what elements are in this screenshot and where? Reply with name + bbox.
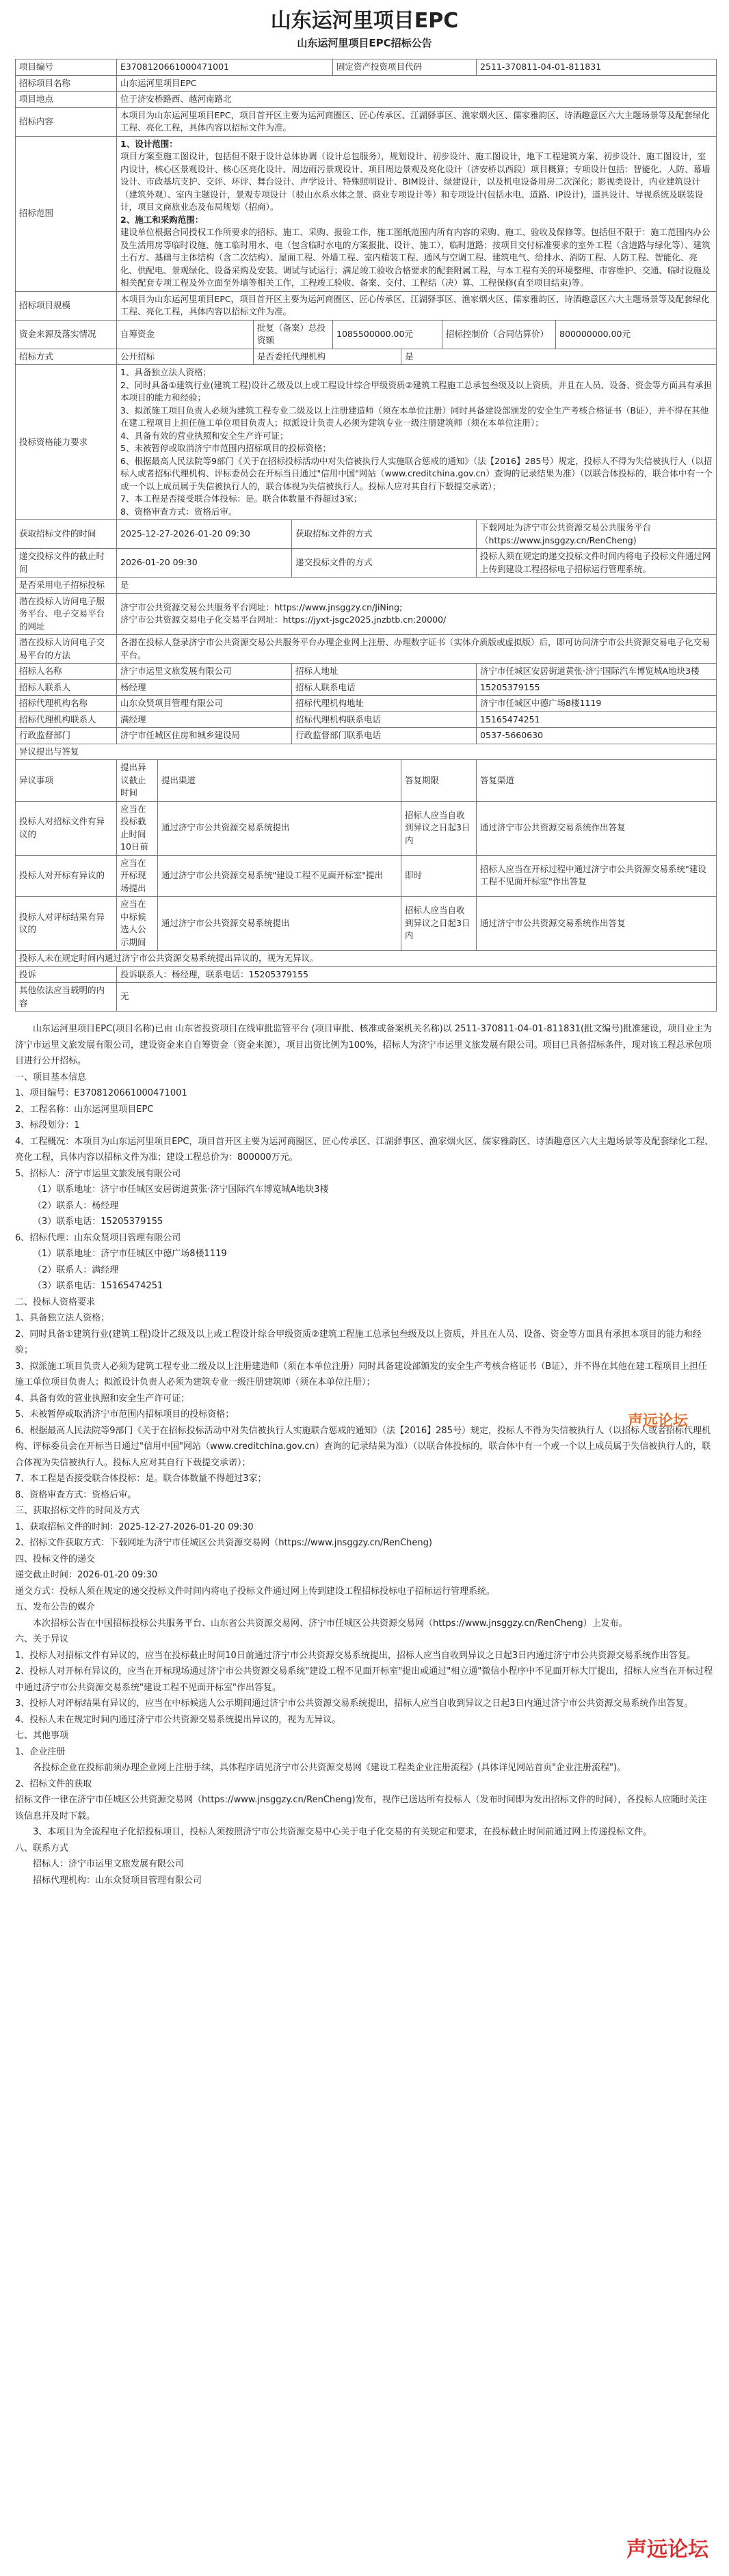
body-paragraph: 三、获取招标文件的时间及方式 bbox=[15, 1506, 140, 1516]
body-paragraph: （1）联系地址：济宁市任城区中德广场8楼1119 bbox=[33, 1249, 227, 1259]
doc-method-value: 下载网址为济宁市公共资源交易公共服务平台（https://www.jnsggzy.cn/RenCheng) bbox=[477, 520, 717, 549]
investment-value: 1085500000.00元 bbox=[333, 320, 442, 349]
agency-contact-value: 满经理 bbox=[117, 711, 292, 728]
qualification-label: 投标资格能力要求 bbox=[16, 365, 117, 520]
qualification-item: 8、资格审查方式：资格后审。 bbox=[120, 506, 237, 517]
body-paragraph: 七、其他事项 bbox=[15, 1731, 69, 1741]
scope-paragraph: 项目方案至施工图设计，包括但不限于设计总体协调（设计总包服务），规划设计、初步设计、施工图设计，地下工程建筑方案、初步设计、施工图设计，室内设计，核心区景观设计、核心区亮化设计、周边雨污景观设计、项目周边景观及亮化设计（济安桥以西段）项目概算；专项设计包括：智能化、人防、幕墙设计、市政基坑支护、交评、环评、舞台设计、声学设计、特殊照明设计、BIM设计、绿建设计，以及机电设备用房二次深化；影视类设计，内业建筑设计（建筑外观）、室内主题设计，景观专项设计（驳山水系水体之景、商业专项设计等）和专项设计(包括水电、道路、IP设计)，道具设计、导视系统及联装设计，项目文商旅业态及布局规划（招商）。 bbox=[120, 151, 711, 212]
body-paragraph: 递交方式：投标人须在规定的递交投标文件时间内将电子投标文件通过网上传到建设工程招标投标电子招标运行管理系统。 bbox=[15, 1586, 496, 1597]
objection-cell: 通过济宁市公共资源交易系统作出答复 bbox=[477, 897, 717, 951]
agency-tel-label: 招标代理机构联系电话 bbox=[292, 711, 477, 728]
scope-paragraph: 建设单位根据合同授权工作所要求的招标、施工、采购、报验工作，施工图纸范围内所有内容的采购、施工、验收及保修等。包括但不限于：施工范围内办公及生活用房等临时设施、施工临时用水、电（包含临时水电的方案报批、设计、施工），临时道路；按项目交付标准要求的室外工程（含道路与绿化等）、建筑土石方、基础与主体结构（含二次结构）、屋面工程、外墙工程、室内精装工程、通风与空调工程、建筑电气、给排水、消防工程、人防工程、智能化、亮化、供配电、景观绿化、设备采购及安装、调试与试运行；满足竣工验收合格要求的配套附属工程，与本工程有关的环境整理、市容维护、交通、临时设施及相关配套专项工程及外立面至外墙等相关工作，工程竣工验收、备案、交付、工程结（决）算、工程保修(直至项目结束)等。 bbox=[120, 227, 711, 288]
supervisor-tel-label: 行政监督部门联系电话 bbox=[292, 728, 477, 744]
bid-deadline-value: 2026-01-20 09:30 bbox=[117, 549, 292, 578]
complaint-label: 投诉 bbox=[16, 966, 117, 983]
body-paragraph: 4、工程概况：本项目为山东运河里项目EPC，项目首开区主要为运河商圈区、匠心传承区、江湖驿事区、渔家烟火区、儒家雅韵区、诗酒趣意区六大主题场景等及配套绿化工程、亮化工程，具体内容以招标文件为准；建设工程总价为：800000万元。 bbox=[15, 1136, 714, 1163]
objection-cell: 通过济宁市公共资源交易系统"建设工程不见面开标室"提出 bbox=[158, 855, 401, 897]
body-paragraph: 各投标企业在投标前须办理企业网上注册手续，具体程序请见济宁市公共资源交易网《建设工程类企业注册流程》(具体详见网站首页"企业注册流程")。 bbox=[33, 1763, 626, 1773]
objection-cell: 招标人应当自收到异议之日起3日内 bbox=[401, 801, 477, 855]
complaint-value: 投诉联系人：杨经理，联系电话：15205379155 bbox=[117, 966, 717, 983]
bid-method-value: 投标人须在规定的递交投标文件时间内将电子投标文件通过网上传到建设工程招标电子招标运行管理系统。 bbox=[477, 549, 717, 578]
project-name-label: 招标项目名称 bbox=[16, 75, 117, 92]
objection-row bbox=[16, 897, 717, 951]
content-label: 招标内容 bbox=[16, 107, 117, 136]
body-paragraph: 2、同时具备①建筑行业(建筑工程)设计乙级及以上或工程设计综合甲级资质②建筑工程施工总承包叁级及以上资质，并且在人员、设备、资金等方面具有承担本项目的能力和经验； bbox=[15, 1329, 702, 1355]
objection-cell: 投标人对开标有异议的 bbox=[16, 855, 117, 897]
objection-head-cell: 异议事项 bbox=[16, 760, 117, 802]
fixed-asset-code-value: 2511-370811-04-01-811831 bbox=[477, 59, 717, 76]
body-paragraph: 2、招标文件获取方式：下载网址为济宁市任城区公共资源交易网（https://www.jnsggzy.cn/RenCheng) bbox=[15, 1538, 432, 1548]
objection-section-title: 异议提出与答复 bbox=[16, 744, 717, 760]
body-paragraph: 本次招标公告在中国招标投标公共服务平台、山东省公共资源交易网、济宁市任城区公共资源交易网（https://www.jnsggzy.cn/RenCheng）上发布。 bbox=[33, 1618, 628, 1629]
agency-value: 山东众贤项目管理有限公司 bbox=[117, 696, 292, 712]
agency-tel-value: 15165474251 bbox=[477, 711, 717, 728]
tenderer-address-value: 济宁市任城区安居街道黄张·济宁国际汽车博览城A地块3楼 bbox=[477, 664, 717, 680]
project-name-value: 山东运河里项目EPC bbox=[117, 75, 717, 92]
project-no-label: 项目编号 bbox=[16, 59, 117, 76]
tender-info-table bbox=[15, 59, 717, 1012]
objection-row bbox=[16, 801, 717, 855]
objection-cell: 通过济宁市公共资源交易系统作出答复 bbox=[477, 801, 717, 855]
qualification-item: 1、具备独立法人资格； bbox=[120, 367, 211, 377]
page-subtitle: 山东运河里项目EPC招标公告 bbox=[297, 37, 432, 49]
body-paragraph: 3、标段划分：1 bbox=[15, 1120, 80, 1130]
contact-tel-label: 招标人联系电话 bbox=[292, 679, 477, 696]
scale-label: 招标项目规模 bbox=[16, 291, 117, 320]
agency-contact-label: 招标代理机构联系人 bbox=[16, 711, 117, 728]
body-paragraph: 6、根据最高人民法院等9部门《关于在招标投标活动中对失信被执行人实施联合惩戒的通知》（法【2016】285号）规定，投标人不得为失信被执行人（以招标人或者招标代理机构、评标委员会在开标当日通过"信用中国"网站（www.creditchina.gov.cn）查询的记录结果为准）（以联合体投标的，联合体中有一个或一个以上成员属于失信被执行人的，联合体视为失信被执行人。投标人应对其自行下载提交承诺）； bbox=[15, 1425, 711, 1468]
body-paragraph: 7、本工程是否接受联合体投标：是。联合体数量不得超过3家； bbox=[15, 1474, 267, 1484]
objection-cell: 通过济宁市公共资源交易系统提出 bbox=[158, 897, 401, 951]
doc-time-label: 获取招标文件的时间 bbox=[16, 520, 117, 549]
contact-label: 招标人联系人 bbox=[16, 679, 117, 696]
qualification-item: 2、同时具备①建筑行业(建筑工程)设计乙级及以上或工程设计综合甲级资质②建筑工程施工总承包叁级及以上资质，并且在人员、设备、资金等方面具有承担本项目的能力和经验； bbox=[120, 379, 713, 403]
body-paragraph: 2、工程名称：山东运河里项目EPC bbox=[15, 1104, 154, 1115]
way-value: 各潜在投标人登录济宁市公共资源交易公共服务平台办理企业网上注册、办理数字证书（实体介质版或虚拟版）后，即可访问济宁市公共资源交易电子化交易平台。 bbox=[117, 635, 717, 664]
body-paragraph: 八、联系方式 bbox=[15, 1843, 69, 1854]
location-value: 位于济安桥路西、越河南路北 bbox=[117, 92, 717, 108]
fixed-asset-code-label: 固定资产投资项目代码 bbox=[333, 59, 477, 76]
objection-cell: 应当在中标候选人公示期间 bbox=[117, 897, 158, 951]
agency-address-value: 济宁市任城区中德广场8楼1119 bbox=[477, 696, 717, 712]
objection-cell: 应当在开标现场提出 bbox=[117, 855, 158, 897]
control-price-value: 800000000.00元 bbox=[556, 320, 717, 349]
objection-cell: 即时 bbox=[401, 855, 477, 897]
qualification-item: 7、本工程是否接受联合体投标：是。联合体数量不得超过3家； bbox=[120, 493, 362, 504]
objection-row bbox=[16, 855, 717, 897]
objection-cell: 通过济宁市公共资源交易系统提出 bbox=[158, 801, 401, 855]
scope-paragraph: 1、设计范围： bbox=[120, 138, 178, 149]
agency-question-value: 是 bbox=[401, 349, 717, 365]
tenderer-address-label: 招标人地址 bbox=[292, 664, 477, 680]
site-value[interactable]: 济宁市公共资源交易公共服务平台网址：https://www.jnsggzy.cn/JiNing; 济宁市公共资源交易电子化交易平台网址：https://jyxt-jsgc2025.jnzbtb.cn:20000/ bbox=[117, 593, 717, 635]
body-paragraph: （3）联系电话：15165474251 bbox=[33, 1281, 163, 1291]
announcement-body bbox=[15, 1021, 714, 1888]
way-label: 潜在投标人访问电子交易平台的方法 bbox=[16, 635, 117, 664]
body-paragraph: 六、关于异议 bbox=[15, 1634, 69, 1644]
body-paragraph: 1、项目编号：E3708120661000471001 bbox=[15, 1088, 187, 1098]
objection-cell: 投标人对招标文件有异议的 bbox=[16, 801, 117, 855]
body-paragraph: 1、企业注册 bbox=[15, 1746, 66, 1757]
body-paragraph: 四、投标文件的递交 bbox=[15, 1554, 96, 1564]
watermark-mid: 声远论坛 bbox=[627, 1413, 688, 1430]
qualification-item: 3、拟派施工项目负责人必须为建筑工程专业二级及以上注册建造师（须在本单位注册）同时具备建设部颁发的安全生产考核合格证书（B证），并不得在其他在建工程项目上担任施工单位项目负责人；拟派设计负责人必须为建筑专业一级注册建筑师（须在本单位注册）； bbox=[120, 405, 709, 428]
objection-cell: 投标人对评标结果有异议的 bbox=[16, 897, 117, 951]
body-paragraph: 4、投标人未在规定时间内通过济宁市公共资源交易系统提出异议的，视为无异议。 bbox=[15, 1714, 341, 1725]
site-label: 潜在投标人访问电子服务平台、电子交易平台的网址 bbox=[16, 593, 117, 635]
body-paragraph: 8、资格审查方式：资格后审。 bbox=[15, 1489, 137, 1500]
qualification-item: 4、具备有效的营业执照和安全生产许可证； bbox=[120, 430, 289, 441]
agency-address-label: 招标代理机构地址 bbox=[292, 696, 477, 712]
body-paragraph: 递交截止时间：2026-01-20 09:30 bbox=[15, 1570, 158, 1580]
electronic-label: 是否采用电子招标投标 bbox=[16, 578, 117, 594]
body-paragraph: 3、投标人对评标结果有异议的，应当在中标候选人公示期间通过济宁市公共资源交易系统提出，招标人应当自收到异议之日起3日内通过济宁市公共资源交易系统作出答复。 bbox=[15, 1698, 693, 1709]
doc-time-value: 2025-12-27-2026-01-20 09:30 bbox=[117, 520, 292, 549]
agency-label: 招标代理机构名称 bbox=[16, 696, 117, 712]
supervisor-label: 行政监督部门 bbox=[16, 728, 117, 744]
scope-label: 招标范围 bbox=[16, 136, 117, 291]
agency-question-label: 是否委托代理机构 bbox=[254, 349, 401, 365]
other-label: 其他依法应当载明的内容 bbox=[16, 983, 117, 1012]
body-paragraph: 一、项目基本信息 bbox=[15, 1072, 87, 1083]
project-no-value: E3708120661000471001 bbox=[117, 59, 333, 76]
doc-method-label: 获取招标文件的方式 bbox=[292, 520, 477, 549]
objection-head-cell: 提出异议截止时间 bbox=[117, 760, 158, 802]
body-paragraph: 招标人：济宁市运里文旅发展有限公司 bbox=[33, 1859, 185, 1869]
objection-head-cell: 答复期限 bbox=[401, 760, 477, 802]
body-paragraph: （2）联系人：满经理 bbox=[33, 1264, 119, 1275]
body-paragraph: 5、未被暂停或取消济宁市范围内招标项目的投标资格； bbox=[15, 1409, 235, 1420]
method-value: 公开招标 bbox=[117, 349, 254, 365]
body-paragraph: 2、投标人对开标有异议的，应当在开标现场通过济宁市公共资源交易系统"建设工程不见面开标室"提出或通过"相立通"微信小程序中不见面开标大厅提出，招标人应当在开标过程中通过济宁市公共资源交易系统"建设工程不见面开标室"作出答复。 bbox=[15, 1666, 713, 1693]
tenderer-value: 济宁市运里文旅发展有限公司 bbox=[117, 664, 292, 680]
supervisor-value: 济宁市任城区住房和城乡建设局 bbox=[117, 728, 292, 744]
body-paragraph: 五、发布公告的媒介 bbox=[15, 1602, 96, 1612]
body-paragraph: 招标文件一律在济宁市任城区公共资源交易网（https://www.jnsggzy.cn/RenCheng)发布，视作已送达所有投标人（发布时间即为发出招标文件的时间），各投标人应随时关注该信息并及时下载。 bbox=[15, 1795, 707, 1821]
electronic-value: 是 bbox=[117, 578, 717, 594]
body-paragraph: （3）联系电话：15205379155 bbox=[33, 1217, 163, 1227]
fund-source-value: 自筹资金 bbox=[117, 320, 254, 349]
bid-method-label: 递交投标文件的方式 bbox=[292, 549, 477, 578]
body-paragraph: 3、拟派施工项目负责人必须为建筑工程专业二级及以上注册建造师（须在本单位注册）同时具备建设部颁发的安全生产考核合格证书（B证），并不得在其他在建工程项目上担任施工单位项目负责人；拟派设计负责人必须为建筑专业一级注册建筑师（须在本单位注册）； bbox=[15, 1361, 707, 1387]
body-paragraph: 5、招标人：济宁市运里文旅发展有限公司 bbox=[15, 1168, 181, 1179]
bid-deadline-label: 递交投标文件的截止时间 bbox=[16, 549, 117, 578]
watermark-logo: 声远论坛 bbox=[626, 2538, 708, 2562]
qualification-item: 5、未被暂停或取消济宁市范围内招标项目的投标资格； bbox=[120, 443, 331, 453]
body-paragraph: 2、招标文件的获取 bbox=[15, 1778, 92, 1789]
body-paragraph: 招标代理机构：山东众贤项目管理有限公司 bbox=[33, 1875, 202, 1886]
contact-tel-value: 15205379155 bbox=[477, 679, 717, 696]
body-paragraph: （1）联系地址：济宁市任城区安居街道黄张·济宁国际汽车博览城A地块3楼 bbox=[33, 1184, 329, 1195]
objection-head-cell: 答复渠道 bbox=[477, 760, 717, 802]
method-label: 招标方式 bbox=[16, 349, 117, 365]
investment-label: 批复（备案）总投资额 bbox=[254, 320, 333, 349]
contact-value: 杨经理 bbox=[117, 679, 292, 696]
fund-label: 资金来源及落实情况 bbox=[16, 320, 117, 349]
objection-cell: 招标人应当自收到异议之日起3日内 bbox=[401, 897, 477, 951]
other-value: 无 bbox=[117, 983, 717, 1012]
body-paragraph: 1、投标人对招标文件有异议的，应当在投标截止时间10日前通过济宁市公共资源交易系统提出，招标人应当自收到异议之日起3日内通过济宁市公共资源交易系统作出答复。 bbox=[15, 1650, 696, 1661]
supervisor-tel-value: 0537-5660630 bbox=[477, 728, 717, 744]
scope-paragraph: 2、施工和采购范围： bbox=[120, 214, 204, 225]
tenderer-label: 招标人名称 bbox=[16, 664, 117, 680]
objection-note: 投标人未在规定时间内通过济宁市公共资源交易系统提出异议的，视为无异议。 bbox=[16, 951, 717, 967]
body-paragraph: （2）联系人：杨经理 bbox=[33, 1200, 119, 1211]
body-paragraph: 1、获取招标文件的时间：2025-12-27-2026-01-20 09:30 bbox=[15, 1521, 254, 1532]
scale-value: 本项目为山东运河里项目EPC，项目首开区主要为运河商圈区、匠心传承区、江湖驿事区、渔家烟火区、儒家雅韵区、诗酒趣意区六大主题场景等及配套绿化工程、亮化工程，具体内容以招标文件为准。 bbox=[117, 291, 717, 320]
qualification-value bbox=[117, 365, 717, 520]
qualification-item: 6、根据最高人民法院等9部门《关于在招标投标活动中对失信被执行人实施联合惩戒的通知》（法【2016】285号）规定，投标人不得为失信被执行人（以招标人或者招标代理机构、评标委员会在开标当日通过"信用中国"网站（www.creditchina.gov.cn）查询的记录结果为准）（以联合体投标的，联合体中有一个或一个以上成员属于失信被执行人的，联合体视为失信被执行人。投标人应对其自行下载提交承诺）； bbox=[120, 455, 713, 491]
body-paragraph: 二、投标人资格要求 bbox=[15, 1297, 96, 1307]
body-paragraph: 1、具备独立法人资格； bbox=[15, 1313, 110, 1323]
objection-cell: 招标人应当在开标过程中通过济宁市公共资源交易系统"建设工程不见面开标室"作出答复 bbox=[477, 855, 717, 897]
objection-head-cell: 提出渠道 bbox=[158, 760, 401, 802]
page-title: 山东运河里项目EPC bbox=[270, 9, 459, 33]
body-paragraph: 6、招标代理：山东众贤项目管理有限公司 bbox=[15, 1232, 181, 1243]
objection-cell: 应当在投标截止时间10日前 bbox=[117, 801, 158, 855]
content-value: 本项目为山东运河里项目EPC，项目首开区主要为运河商圈区、匠心传承区、江湖驿事区、渔家烟火区、儒家雅韵区、诗酒趣意区六大主题场景等及配套绿化工程、亮化工程，具体内容以招标文件为准。 bbox=[117, 107, 717, 136]
body-paragraph: 4、具备有效的营业执照和安全生产许可证； bbox=[15, 1393, 190, 1404]
body-paragraph: 3、本项目为全流程电子化招投标项目，投标人须按照济宁市公共资源交易中心关于电子化交易的有关规定和要求，在投标截止时间前通过网上传递投标文件。 bbox=[33, 1827, 652, 1837]
body-paragraph: 山东运河里项目EPC(项目名称)已由 山东省投资项目在线审批监管平台 (项目审批、核准或备案机关名称)以 2511-370811-04-01-811831(批文编号)批准建设，项目业主为济宁市运里文旅发展有限公司，建设资金来自自筹资金（资金来源），项目出资比例为100%，招标人为济宁市运里文旅发展有限公司。项目已具备招标条件，现对该工程总承包项目进行公开招标。 bbox=[15, 1024, 713, 1066]
control-price-label: 招标控制价（合同估算价） bbox=[442, 320, 556, 349]
scope-value bbox=[117, 136, 717, 291]
location-label: 项目地点 bbox=[16, 92, 117, 108]
